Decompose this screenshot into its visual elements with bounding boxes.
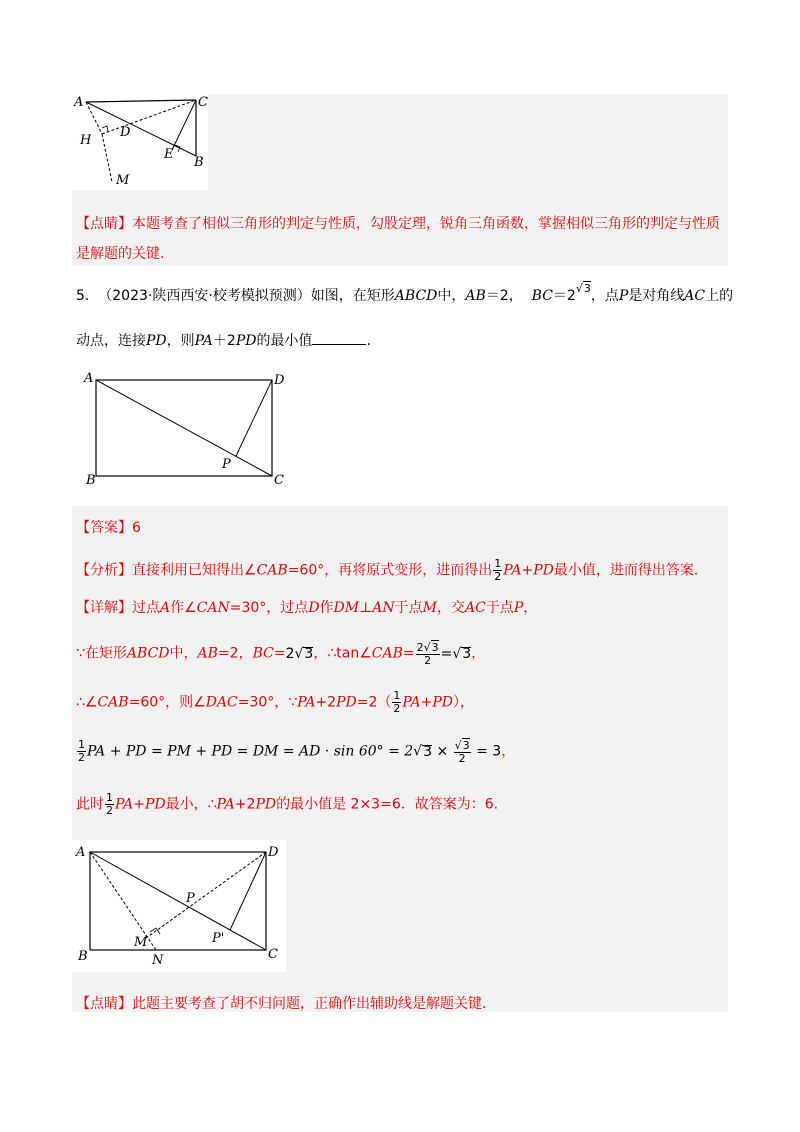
review-1-line-1: 【点睛】本题考查了相似三角形的判定与性质，勾股定理，锐角三角函数，掌握相似三角形的判定与性质 <box>76 216 720 232</box>
fig3-label-d: D <box>268 845 279 860</box>
fig2-label-a: A <box>84 371 94 386</box>
detail-line-4: $\frac{1}{2}$ PA + PD = PM + PD = DM = AD · sin 60° = 2√3 × $\frac{√3}{2}$ = 3， <box>78 738 516 765</box>
fig1-label-a: A <box>74 95 84 110</box>
fig3-label-n: N <box>152 953 164 968</box>
detail-line-3: ∴∠CAB=60°，则∠DAC=30°，∵PA+2PD=2（ $\frac{1}{2}$ PA+PD）， <box>76 689 475 715</box>
figure-1-svg <box>72 94 208 190</box>
detail-line-1: 【详解】过点A作∠CAN=30°，过点D作DM⊥AN于点M，交AC于点P， <box>76 600 538 616</box>
analysis-line: 【分析】直接利用已知得出∠CAB=60°，再将原式变形，进而得出 $\frac{1}{2}$ PA+PD最小值，进而得出答案. <box>76 557 699 583</box>
question-5-line-2: 动点，连接PD，则PA＋2PD的最小值 . <box>76 330 371 351</box>
review-2-line: 【点睛】此题主要考查了胡不归问题，正确作出辅助线是解题关键. <box>76 996 487 1012</box>
answer-blank <box>312 330 366 345</box>
fig2-label-d: D <box>274 373 285 388</box>
fig1-label-d: D <box>120 125 131 140</box>
detail-line-2: ∵在矩形ABCD中，AB=2，BC=2√3，∴tan∠CAB= $\frac{2√3}{2}$ =√3， <box>76 641 486 667</box>
figure-3-svg <box>72 840 286 972</box>
fig3-label-m: M <box>134 935 148 950</box>
fig2-label-c: C <box>274 473 284 488</box>
fig1-label-b: B <box>194 155 204 170</box>
fig2-label-p: P <box>222 457 231 472</box>
fig1-label-m: M <box>116 173 130 188</box>
fig1-label-c: C <box>198 95 208 110</box>
fig1-label-h: H <box>80 133 92 148</box>
fig3-label-p-prime: P' <box>212 931 225 946</box>
fig3-label-c: C <box>268 947 278 962</box>
review-1-line-2: 是解题的关键. <box>76 246 165 262</box>
figure-2 <box>80 368 290 490</box>
fig2-label-b: B <box>86 473 96 488</box>
answer-line: 【答案】6 <box>76 520 141 536</box>
question-5-line-1: 5. （2023·陕西西安·校考模拟预测）如图，在矩形ABCD中，AB＝2， $BC=2^{√3}$，点P是对角线AC上的 <box>76 282 734 304</box>
fig3-label-p: P <box>186 891 195 906</box>
fig3-label-b: B <box>78 949 88 964</box>
fig1-label-e: E <box>164 147 174 162</box>
figure-3 <box>72 840 286 972</box>
detail-line-5: 此时 $\frac{1}{2}$ PA+PD最小，∴PA+2PD的最小值是 2×3=6．故答案为：6. <box>76 791 499 817</box>
figure-2-svg <box>80 368 290 490</box>
figure-1 <box>72 94 208 190</box>
fig3-label-a: A <box>76 845 86 860</box>
review-1-tag: 【点睛】 <box>76 216 132 232</box>
